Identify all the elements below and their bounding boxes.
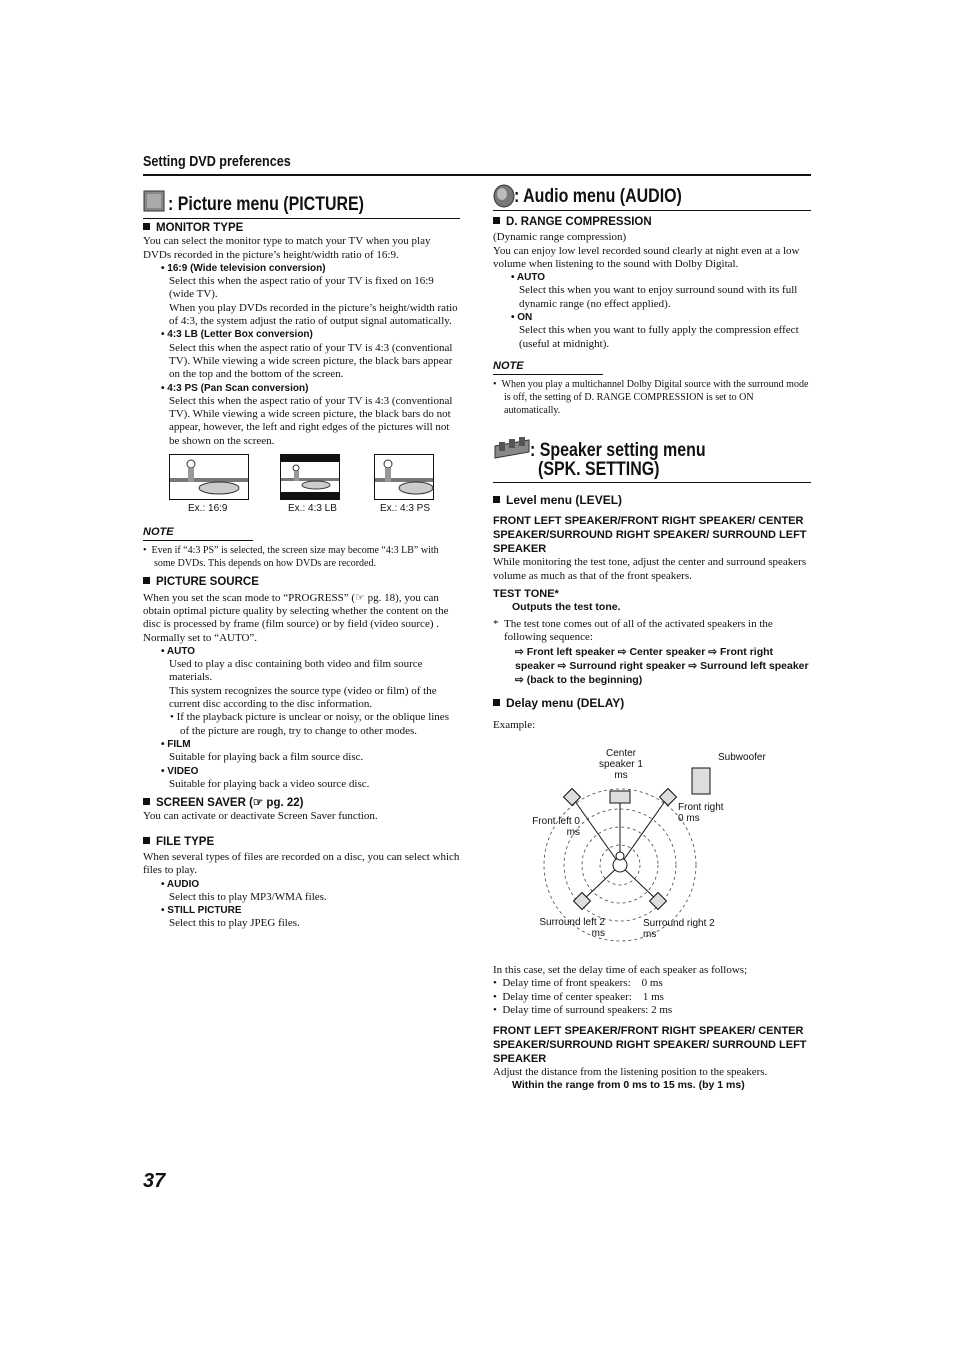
- front-right-speaker-box: [660, 789, 677, 806]
- aspect-examples: [143, 454, 460, 518]
- option-4-3-lb-text: Select this when the aspect ratio of your TV is 4:3 (conventional TV). While viewing a wide screen picture, the black bars appear on the top and the bottom of the screen.: [169, 341, 453, 381]
- subwoofer-label: Subwoofer: [718, 752, 766, 763]
- source-auto-text: Used to play a disc containing both video and film source materials.: [169, 658, 423, 684]
- audio-note-label: NOTE: [493, 360, 603, 375]
- square-bullet-icon: [493, 217, 500, 224]
- example-16-9-image: [169, 454, 249, 500]
- d-range-heading: D. RANGE COMPRESSION: [506, 216, 652, 228]
- asterisk-mark: *: [493, 618, 504, 631]
- option-4-3-ps-text: Select this when the aspect ratio of your TV is 4:3 (conventional TV). While viewing a wide screen picture, the black bars do not appear, however, the left and right edges of the pictures will not be shown on the screen.: [169, 394, 453, 447]
- delay-surround: • Delay time of surround speakers: 2 ms: [493, 1003, 673, 1016]
- tone-sequence: ⇨ Front left speaker ⇨ Center speaker ⇨ Front right speaker ⇨ Surround right speaker ⇨ Surround left speaker ⇨ (back to the beginning): [515, 645, 809, 686]
- monitor-type-heading: MONITOR TYPE: [156, 222, 244, 234]
- source-auto-text-3: • If the playback picture is unclear or noisy, or the oblique lines of the picture are rough, try to change to other modes.: [170, 711, 449, 737]
- bullet-dot: •: [493, 379, 502, 391]
- d-range-sub: (Dynamic range compression): [493, 231, 627, 244]
- file-audio-text: Select this to play MP3/WMA files.: [169, 890, 327, 903]
- option-16-9-text-2: When you play DVDs recorded in the picture’s height/width ratio of 4:3, the system adjust the ratio of output signal automatically.: [169, 301, 458, 328]
- front-left-speaker-box: [564, 789, 581, 806]
- picture-menu-title: : Picture menu (PICTURE): [168, 194, 364, 215]
- case-text: In this case, set the delay time of each speaker as follows;: [493, 964, 748, 976]
- file-still-text: Select this to play JPEG files.: [169, 917, 300, 930]
- example-4-3-lb-label: Ex.: 4:3 LB: [288, 503, 337, 515]
- subwoofer-box: [692, 768, 710, 794]
- level-menu-heading: Level menu (LEVEL): [506, 493, 623, 507]
- running-header: Setting DVD preferences: [143, 153, 291, 170]
- file-type-heading: FILE TYPE: [156, 835, 215, 848]
- square-bullet-icon: [143, 223, 150, 230]
- option-16-9-text: Select this when the aspect ratio of your TV is fixed on 16:9 (wide TV).: [169, 275, 434, 301]
- option-4-3-lb: • 4:3 LB (Letter Box conversion): [161, 329, 313, 341]
- header-rule: [143, 174, 811, 176]
- picture-source-heading: PICTURE SOURCE: [156, 576, 259, 589]
- file-type-text: When several types of files are recorded on a disc, you can select which files to play.: [143, 850, 460, 877]
- example-4-3-ps-label: Ex.: 4:3 PS: [380, 503, 431, 515]
- front-left-label: Front left 0 ms: [532, 816, 580, 838]
- reference-hand-icon: ☞: [355, 591, 365, 604]
- audio-column: [493, 210, 811, 417]
- center-speaker-box: [610, 791, 630, 803]
- source-film: • FILM: [161, 738, 191, 750]
- level-text: While monitoring the test tone, adjust the center and surround speakers volume as much as that of the front speakers.: [493, 556, 807, 582]
- test-tone-label: TEST TONE: [493, 587, 555, 600]
- range-text: Within the range from 0 ms to 15 ms. (by 1 ms): [512, 1079, 745, 1092]
- example-4-3-ps-image: [374, 454, 434, 500]
- delay-front: • Delay time of front speakers: 0 ms: [493, 977, 663, 990]
- square-bullet-icon: [493, 496, 500, 503]
- d-range-auto: • AUTO: [511, 272, 546, 284]
- adjust-text: Adjust the distance from the listening position to the speakers.: [493, 1066, 768, 1079]
- source-video-text: Suitable for playing back a video source disc.: [169, 777, 370, 790]
- speaker-menu-icon: [493, 436, 531, 465]
- option-16-9: • 16:9 (Wide television conversion): [161, 262, 326, 274]
- source-auto-text-2: This system recognizes the source type (video or film) of the current disc according to the disc information.: [169, 684, 437, 711]
- delay-center: • Delay time of center speaker: 1 ms: [493, 990, 664, 1003]
- square-bullet-icon: [143, 577, 150, 584]
- note-label: NOTE: [143, 526, 253, 541]
- speaker-title-rule: [493, 482, 811, 483]
- center-speaker-label: Center speaker 1 ms: [599, 748, 643, 781]
- source-normal: Normally set to “AUTO”.: [143, 631, 258, 644]
- speaker-menu-title-2: (SPK. SETTING): [538, 459, 660, 480]
- square-bullet-icon: [493, 699, 500, 706]
- d-range-auto-text: Select this when you want to enjoy surround sound with its full dynamic range (no effect applied).: [519, 284, 798, 310]
- audio-menu-icon: [493, 184, 515, 213]
- delay-menu-heading: Delay menu (DELAY): [506, 695, 625, 710]
- square-bullet-icon: [143, 798, 150, 805]
- d-range-on: • ON: [511, 312, 533, 324]
- source-film-text: Suitable for playing back a film source disc.: [169, 751, 364, 764]
- test-tone-text: Outputs the test tone.: [512, 600, 621, 613]
- d-range-on-text: Select this when you want to fully apply the compression effect (useful at midnight).: [519, 324, 799, 350]
- source-video: • VIDEO: [161, 765, 199, 777]
- speaker-list-caps: FRONT LEFT SPEAKER/FRONT RIGHT SPEAKER/ CENTER SPEAKER/SURROUND RIGHT SPEAKER/ SURROUND LEFT SPEAKER: [493, 515, 807, 556]
- speaker-layout-diagram: [530, 745, 800, 955]
- option-4-3-ps: • 4:3 PS (Pan Scan conversion): [161, 382, 309, 394]
- source-auto: • AUTO: [161, 645, 196, 657]
- file-still: • STILL PICTURE: [161, 905, 242, 917]
- page-number: 37: [143, 1170, 166, 1192]
- note-text: Even if “4:3 PS” is selected, the screen size may become “4:3 LB” with some DVDs. This depends on how DVDs are recorded.: [151, 545, 439, 570]
- source-intro-b: pg. 18), you can obtain optimal picture quality by selecting whether the content on the disc is processed by frame (film source) or by field (video source) .: [143, 591, 449, 631]
- picture-menu-icon: [143, 190, 167, 219]
- screen-saver-heading-b: pg. 22): [263, 797, 304, 810]
- reference-hand-icon: ☞: [252, 797, 264, 810]
- example-label: Example:: [493, 719, 536, 732]
- audio-menu-title: : Audio menu (AUDIO): [514, 186, 682, 207]
- star-note: The test tone comes out of all of the activated speakers in the following sequence:: [504, 618, 773, 644]
- example-16-9-label: Ex.: 16:9: [188, 503, 228, 515]
- delay-speaker-caps: FRONT LEFT SPEAKER/FRONT RIGHT SPEAKER/ CENTER SPEAKER/SURROUND RIGHT SPEAKER/ SURROUND LEFT SPEAKER: [493, 1025, 807, 1066]
- file-audio: • AUDIO: [161, 878, 200, 890]
- audio-note-text: When you play a multichannel Dolby Digital source with the surround mode is off, the setting of D. RANGE COMPRESSION is set to ON automatically.: [501, 379, 809, 417]
- square-bullet-icon: [143, 837, 150, 844]
- speaker-menu-title-1: : Speaker setting menu: [530, 440, 706, 461]
- bullet-dot: •: [143, 545, 152, 557]
- monitor-intro: You can select the monitor type to match your TV when you play DVDs recorded in the picture’s height/width ratio of 16:9.: [143, 235, 431, 261]
- speaker-column: [493, 488, 811, 732]
- source-intro-a: When you set the scan mode to “PROGRESS” (: [143, 591, 356, 604]
- asterisk-mark: *: [554, 587, 559, 600]
- picture-column: [143, 216, 460, 931]
- d-range-text: You can enjoy low level recorded sound clearly at night even at a low volume when listening to the sound with Dolby Digital.: [493, 244, 800, 270]
- example-4-3-lb-image: [280, 454, 340, 500]
- surround-right-label: Surround right 2 ms: [643, 918, 715, 940]
- front-right-label: Front right 0 ms: [678, 802, 724, 824]
- delay-column: [493, 964, 811, 1093]
- surround-left-label: Surround left 2 ms: [539, 917, 605, 939]
- screen-saver-heading-a: SCREEN SAVER (: [156, 797, 253, 810]
- screen-saver-text: You can activate or deactivate Screen Saver function.: [143, 810, 378, 823]
